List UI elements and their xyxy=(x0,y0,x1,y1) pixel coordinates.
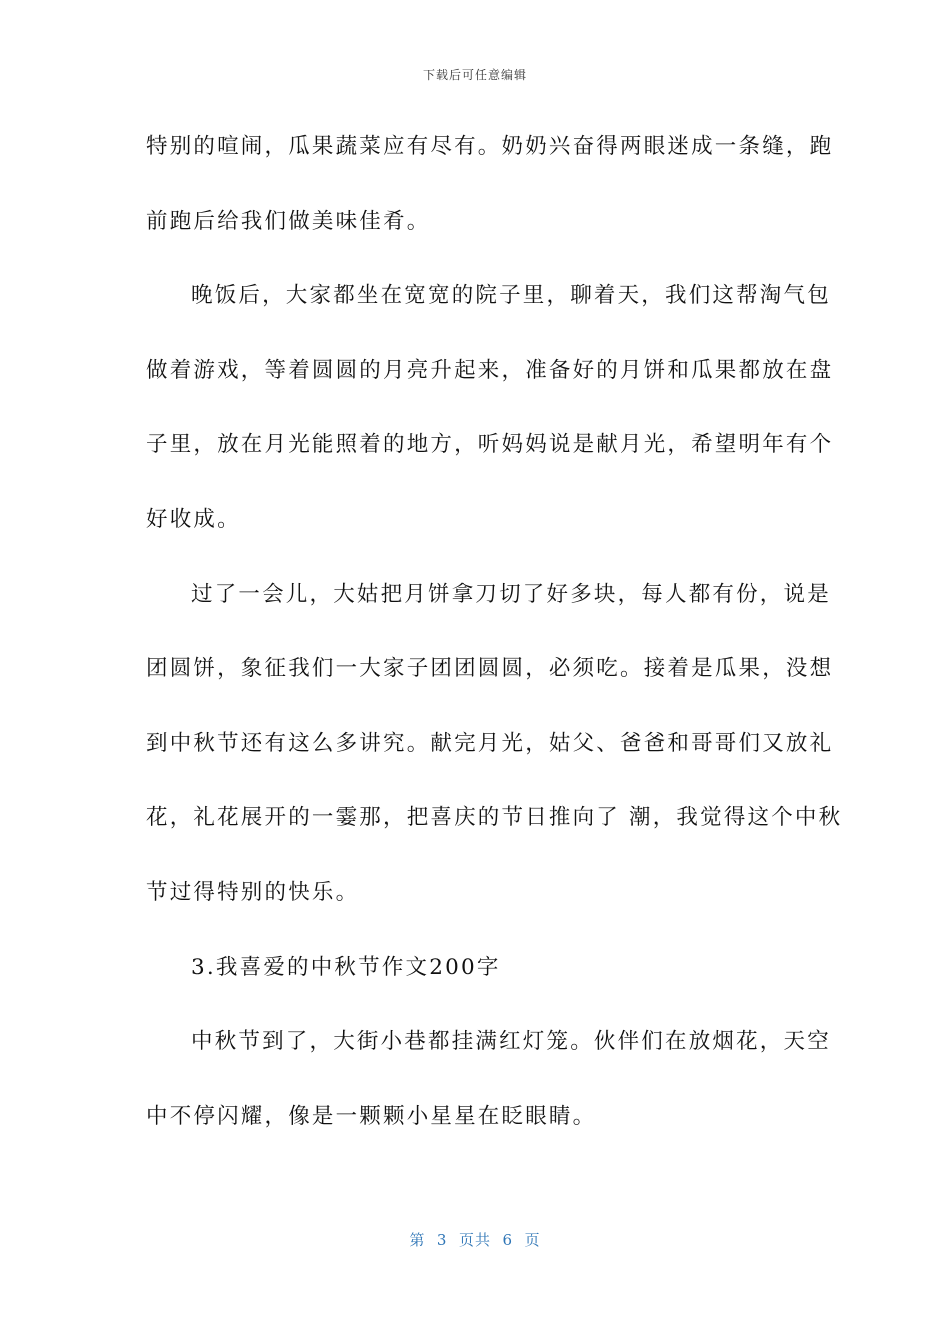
text-line: 到中秋节还有这么多讲究。献完月光，姑父、爸爸和哥哥们又放礼 xyxy=(146,730,834,756)
page-number-footer: 第 3 页共 6 页 xyxy=(409,1231,541,1249)
text-line: 前跑后给我们做美味佳肴。 xyxy=(146,208,431,234)
text-line: 晚饭后，大家都坐在宽宽的院子里，聊着天，我们这帮淘气包 xyxy=(191,283,831,309)
text-line: 团圆饼，象征我们一大家子团团圆圆，必须吃。接着是瓜果，没想 xyxy=(146,656,834,682)
text-line: 特别的喧闹，瓜果蔬菜应有尽有。奶奶兴奋得两眼迷成一条缝，跑 xyxy=(146,134,834,159)
document-body xyxy=(146,128,843,1172)
text-line: 中秋节到了，大街小巷都挂满红灯笼。伙伴们在放烟花，天空 xyxy=(191,1029,831,1055)
text-line: 好收成。 xyxy=(146,506,241,532)
text-line: 做着游戏，等着圆圆的月亮升起来，准备好的月饼和瓜果都放在盘 xyxy=(146,357,834,383)
text-line: 子里，放在月光能照着的地方，听妈妈说是献月光，希望明年有个 xyxy=(146,432,834,458)
section-heading: 3.我喜爱的中秋节作文200字 xyxy=(191,954,501,980)
text-line: 节过得特别的快乐。 xyxy=(146,879,360,905)
text-line: 中不停闪耀，像是一颗颗小星星在眨眼睛。 xyxy=(146,1103,597,1129)
page-header: 下载后可任意编辑 xyxy=(422,68,527,82)
text-line: 过了一会儿，大姑把月饼拿刀切了好多块，每人都有份，说是 xyxy=(191,581,831,607)
text-line: 花，礼花展开的一霎那，把喜庆的节日推向了 潮，我觉得这个中秋 xyxy=(146,805,843,831)
